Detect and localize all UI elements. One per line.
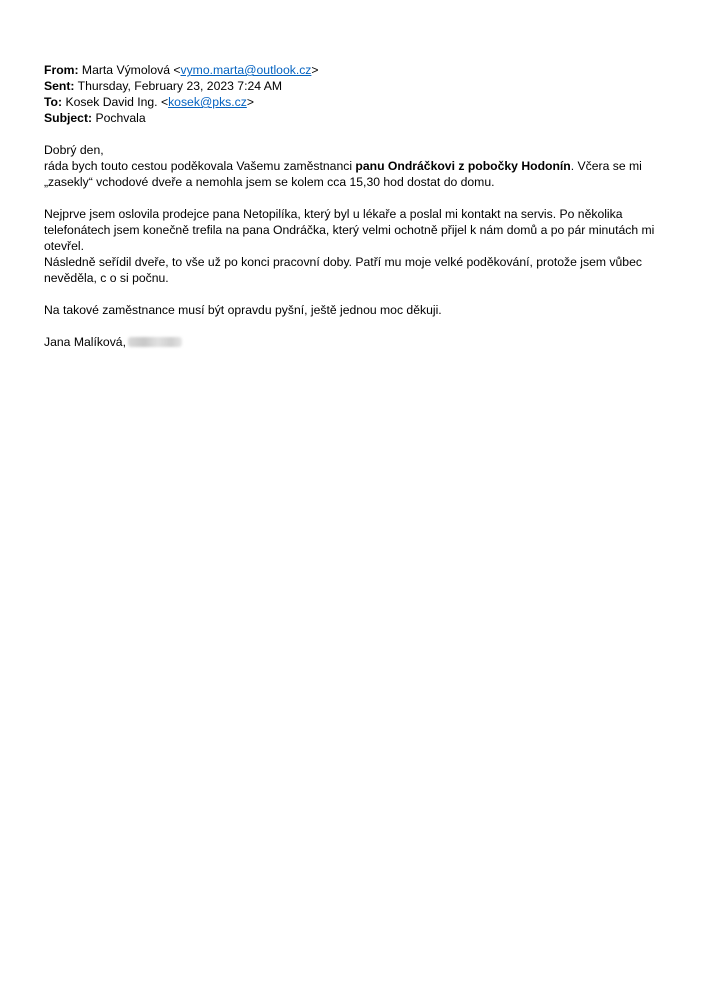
spacer — [44, 190, 664, 206]
to-email-link[interactable]: kosek@pks.cz — [168, 95, 247, 109]
subject-value: Pochvala — [95, 111, 146, 125]
from-label: From: — [44, 63, 79, 77]
from-line — [44, 62, 664, 78]
to-line — [44, 94, 664, 110]
paragraph-2-line-1: Nejprve jsem oslovila prodejce pana Netopilíka, který byl u lékaře a poslal mi kontakt na servis. Po několika — [44, 207, 623, 221]
signature-name: Jana Malíková, — [44, 335, 126, 349]
paragraph-3-line-1: Následně seřídil dveře, to vše už po konci pracovní doby. Patří mu moje velké poděkování, protože jsem vůbec — [44, 255, 642, 269]
subject-label: Subject: — [44, 111, 93, 125]
paragraph-4: Na takové zaměstnance musí být opravdu pyšní, ještě jednou moc děkuji. — [44, 303, 442, 317]
sent-label: Sent: — [44, 79, 75, 93]
paragraph-1-line-1 — [44, 158, 664, 174]
sent-value: Thursday, February 23, 2023 7:24 AM — [77, 79, 283, 93]
paragraph-1-line-2: „zasekly“ vchodové dveře a nemohla jsem se kolem cca 15,30 hod dostat do domu. — [44, 175, 495, 189]
spacer — [44, 318, 664, 334]
greeting: Dobrý den, — [44, 143, 104, 157]
redacted-text — [128, 337, 182, 347]
to-label: To: — [44, 95, 63, 109]
email-document — [44, 62, 664, 350]
paragraph-2-line-2: telefonátech jsem konečně trefila na pana Ondráčka, který velmi ochotně přijel k nám domů a po pár minutách mi — [44, 223, 655, 237]
to-name: Kosek David Ing. < — [65, 95, 169, 109]
from-email-link[interactable]: vymo.marta@outlook.cz — [180, 63, 312, 77]
paragraph-1-text-b: . Včera se mi — [570, 159, 642, 173]
paragraph-3-line-2: nevěděla, c o si počnu. — [44, 271, 169, 285]
spacer — [44, 126, 664, 142]
subject-line — [44, 110, 664, 126]
signature-line — [44, 334, 664, 350]
spacer — [44, 286, 664, 302]
paragraph-1-bold-text: panu Ondráčkovi z pobočky Hodonín — [355, 159, 571, 173]
from-close: > — [311, 63, 319, 77]
paragraph-2-line-3: otevřel. — [44, 239, 84, 253]
to-close: > — [246, 95, 254, 109]
paragraph-1-text-a: ráda bych touto cestou poděkovala Vašemu zaměstnanci — [44, 159, 356, 173]
sent-line — [44, 78, 664, 94]
from-name: Marta Výmolová < — [81, 63, 181, 77]
